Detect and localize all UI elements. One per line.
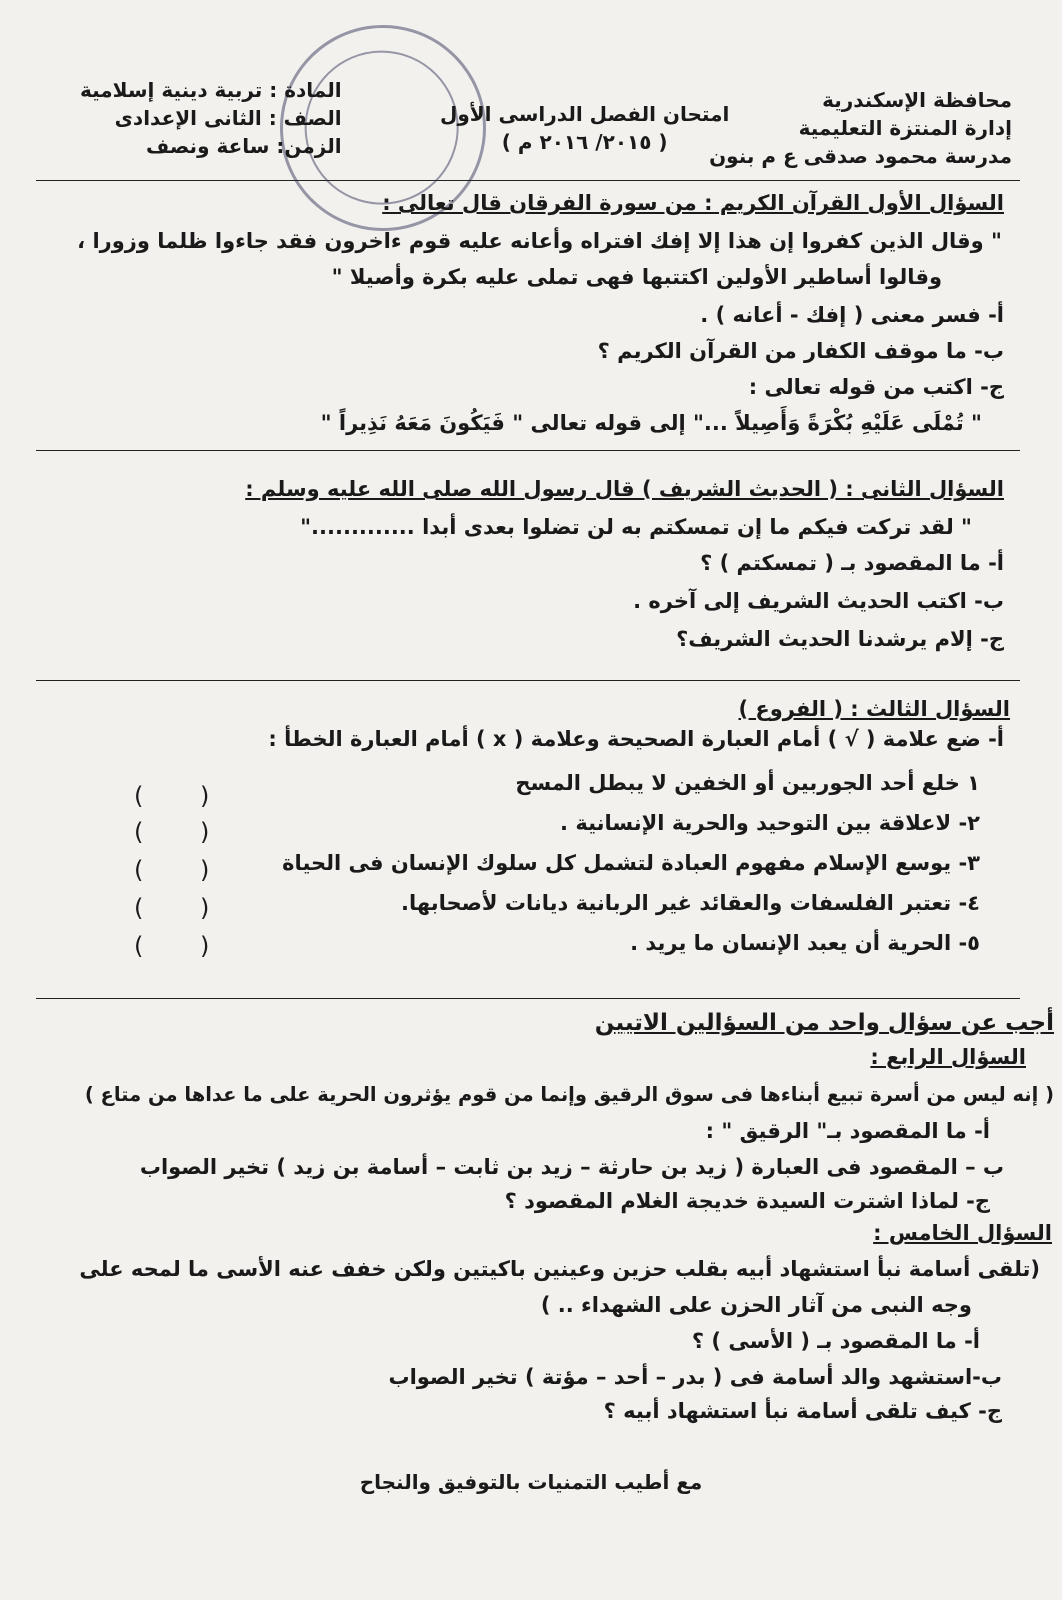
q4-part-c: ج- لماذا اشترت السيدة خديجة الغلام المقصود ؟ (504, 1189, 990, 1213)
divider (36, 450, 1020, 451)
header-right (709, 86, 1012, 170)
header-center (440, 100, 729, 156)
governorate-label: محافظة الإسكندرية (822, 88, 1012, 112)
q1-verse-line-1: " وقال الذين كفروا إن هذا إلا إفك افتراه وأعانه عليه قوم ءاخرون فقد جاءوا ظلما وزورا ، (77, 229, 1002, 253)
administration-label: إدارة المنتزة التعليمية (798, 116, 1012, 140)
q2-hadith: " لقد تركت فيكم ما إن تمسكتم به لن تضلوا بعدى أبدا ............." (300, 515, 972, 539)
q5-title: السؤال الخامس : (873, 1221, 1052, 1245)
closing-wishes: مع أطيب التمنيات بالتوفيق والنجاح (359, 1470, 703, 1494)
exam-title: امتحان الفصل الدراسى الأول (440, 102, 730, 126)
header-left (80, 76, 342, 160)
q3-item-3: ٣- يوسع الإسلام مفهوم العبادة لتشمل كل سلوك الإنسان فى الحياة (282, 851, 980, 875)
school-label: مدرسة محمود صدقى ع م بنون (709, 144, 1012, 168)
grade-label: الصف : الثانى الإعدادى (114, 106, 342, 130)
q3-item-4: ٤- تعتبر الفلسفات والعقائد غير الربانية ديانات لأصحابها. (401, 891, 980, 915)
q4-title: السؤال الرابع : (870, 1045, 1026, 1069)
duration-label: الزمن: ساعة ونصف (146, 134, 342, 158)
q4-part-a: أ- ما المقصود بـ" الرقيق " : (705, 1119, 990, 1143)
q1-part-a: أ- فسر معنى ( إفك - أعانه ) . (700, 303, 1004, 327)
q3-item-5: ٥- الحرية أن يعبد الإنسان ما يريد . (630, 931, 980, 955)
q1-title: السؤال الأول القرآن الكريم : من سورة الفرقان قال تعالى : (382, 191, 1004, 215)
q3-item-2: ٢- لاعلاقة بين التوحيد والحرية الإنسانية . (560, 811, 980, 835)
divider (36, 680, 1020, 681)
divider (36, 180, 1020, 181)
q2-title: السؤال الثانى : ( الحديث الشريف ) قال رسول الله صلى الله عليه وسلم : (245, 477, 1004, 501)
q2-part-c: ج- إلام يرشدنا الحديث الشريف؟ (676, 627, 1004, 651)
choose-instruction: أجب عن سؤال واحد من السؤالين الاتيين (594, 1010, 1054, 1036)
academic-year: ( ٢٠١٥/ ٢٠١٦ م ) (501, 130, 668, 154)
q3-title: السؤال الثالث : ( الفروع ) (738, 697, 1010, 721)
q5-part-b: ب-استشهد والد أسامة فى ( بدر – أحد – مؤتة ) تخير الصواب (388, 1365, 1002, 1389)
q5-part-c: ج- كيف تلقى أسامة نبأ استشهاد أبيه ؟ (603, 1399, 1002, 1423)
q1-part-c-verse: " تُمْلَى عَلَيْهِ بُكْرَةً وَأَصِيلاً ..." إلى قوله تعالى " فَيَكُونَ مَعَهُ نَذِيراً " (320, 411, 982, 435)
q3-instruction: أ- ضع علامة ( √ ) أمام العبارة الصحيحة وعلامة ( x ) أمام العبارة الخطأ : (268, 727, 1004, 751)
q3-item-1: ١ خلع أحد الجوربين أو الخفين لا يبطل المسح (515, 771, 980, 795)
q2-part-a: أ- ما المقصود بـ ( تمسكتم ) ؟ (700, 551, 1004, 575)
q1-part-b: ب- ما موقف الكفار من القرآن الكريم ؟ (597, 339, 1004, 363)
q1-part-c: ج- اكتب من قوله تعالى : (748, 375, 1004, 399)
q5-part-a: أ- ما المقصود بـ ( الأسى ) ؟ (691, 1329, 980, 1353)
q5-text-line-2: وجه النبى من آثار الحزن على الشهداء .. ) (540, 1293, 972, 1317)
subject-label: المادة : تربية دينية إسلامية (80, 78, 342, 102)
q1-verse-line-2: وقالوا أساطير الأولين اكتتبها فهى تملى عليه بكرة وأصيلا " (331, 265, 942, 289)
q4-part-b: ب – المقصود فى العبارة ( زيد بن حارثة – زيد بن ثابت – أسامة بن زيد ) تخير الصواب (139, 1155, 1004, 1179)
q2-part-b: ب- اكتب الحديث الشريف إلى آخره . (633, 589, 1004, 613)
q4-text: ( إنه ليس من أسرة تبيع أبناءها فى سوق الرقيق وإنما من قوم يؤثرون الحرية على ما عداها من متاع ) (84, 1083, 1054, 1106)
exam-page: محافظة الإسكندرية إدارة المنتزة التعليمية مدرسة محمود صدقى ع م بنون امتحان الفصل الدراسى الأول ( ٢٠١٥/ ٢٠١٦ م ) المادة : تربية دينية إسلامية الصف : الثانى الإعدادى الزمن: ساعة ونصف السؤال الأول القرآن الكريم : من سورة الفرقان قال تعالى : " وقال الذين كفروا إن هذا إلا إفك افتراه وأعانه عليه قوم ءاخرون فقد جاءوا ظلما وزورا ، وقالوا أساطير الأولين اكتتبها فهى تملى عليه بكرة وأصيلا " أ- فسر معنى ( إفك - أعانه ) . ب- ما موقف الكفار من القرآن الكريم ؟ ج- اكتب من قوله تعالى : " تُمْلَى عَلَيْهِ بُكْرَةً وَأَصِيلاً ..." إلى قوله تعالى " فَيَكُونَ مَعَهُ نَذِيراً " السؤال الثانى : ( الحديث الشريف ) قال رسول الله صلى الله عليه وسلم : " لقد تركت فيكم ما إن تمسكتم به لن تضلوا بعدى أبدا ............." أ- ما المقصود بـ ( تمسكتم ) ؟ ب- اكتب الحديث الشريف إلى آخره . ج- إلام يرشدنا الحديث الشريف؟ السؤال الثالث : ( الفروع ) أ- ضع علامة ( √ ) أمام العبارة الصحيحة وعلامة ( x ) أمام العبارة الخطأ : ١ خلع أحد الجوربين أو الخفين لا يبطل المسح ٢- لاعلاقة بين التوحيد والحرية الإنسانية . ٣- يوسع الإسلام مفهوم العبادة لتشمل كل سلوك الإنسان فى الحياة ٤- تعتبر الفلسفات والعقائد غير الربانية ديانات لأصحابها. ٥- الحرية أن يعبد الإنسان ما يريد . ( ) ( ) ( ) ( ) ( ) أجب عن سؤال واحد من السؤالين الاتيين السؤال الرابع : ( إنه ليس من أسرة تبيع أبناءها فى سوق الرقيق وإنما من قوم يؤثرون الحرية على ما عداها من متاع ) أ- ما المقصود بـ" الرقيق " : ب – المقصود فى العبارة ( زيد بن حارثة – زيد بن ثابت – أسامة بن زيد ) تخير الصواب ج- لماذا اشترت السيدة خديجة الغلام المقصود ؟ السؤال الخامس : (تلقى أسامة نبأ استشهاد أبيه بقلب حزين وعينين باكيتين ولكن خفف عنه الأسى ما لمحه على وجه النبى من آثار الحزن على الشهداء .. ) أ- ما المقصود بـ ( الأسى ) ؟ ب-استشهد والد أسامة فى ( بدر – أحد – مؤتة ) تخير الصواب ج- كيف تلقى أسامة نبأ استشهاد أبيه ؟ مع أطيب التمنيات بالتوفيق والنجاح (0, 0, 1062, 1600)
q5-text-line-1: (تلقى أسامة نبأ استشهاد أبيه بقلب حزين وعينين باكيتين ولكن خفف عنه الأسى ما لمحه على (79, 1257, 1040, 1281)
divider (36, 998, 1020, 999)
